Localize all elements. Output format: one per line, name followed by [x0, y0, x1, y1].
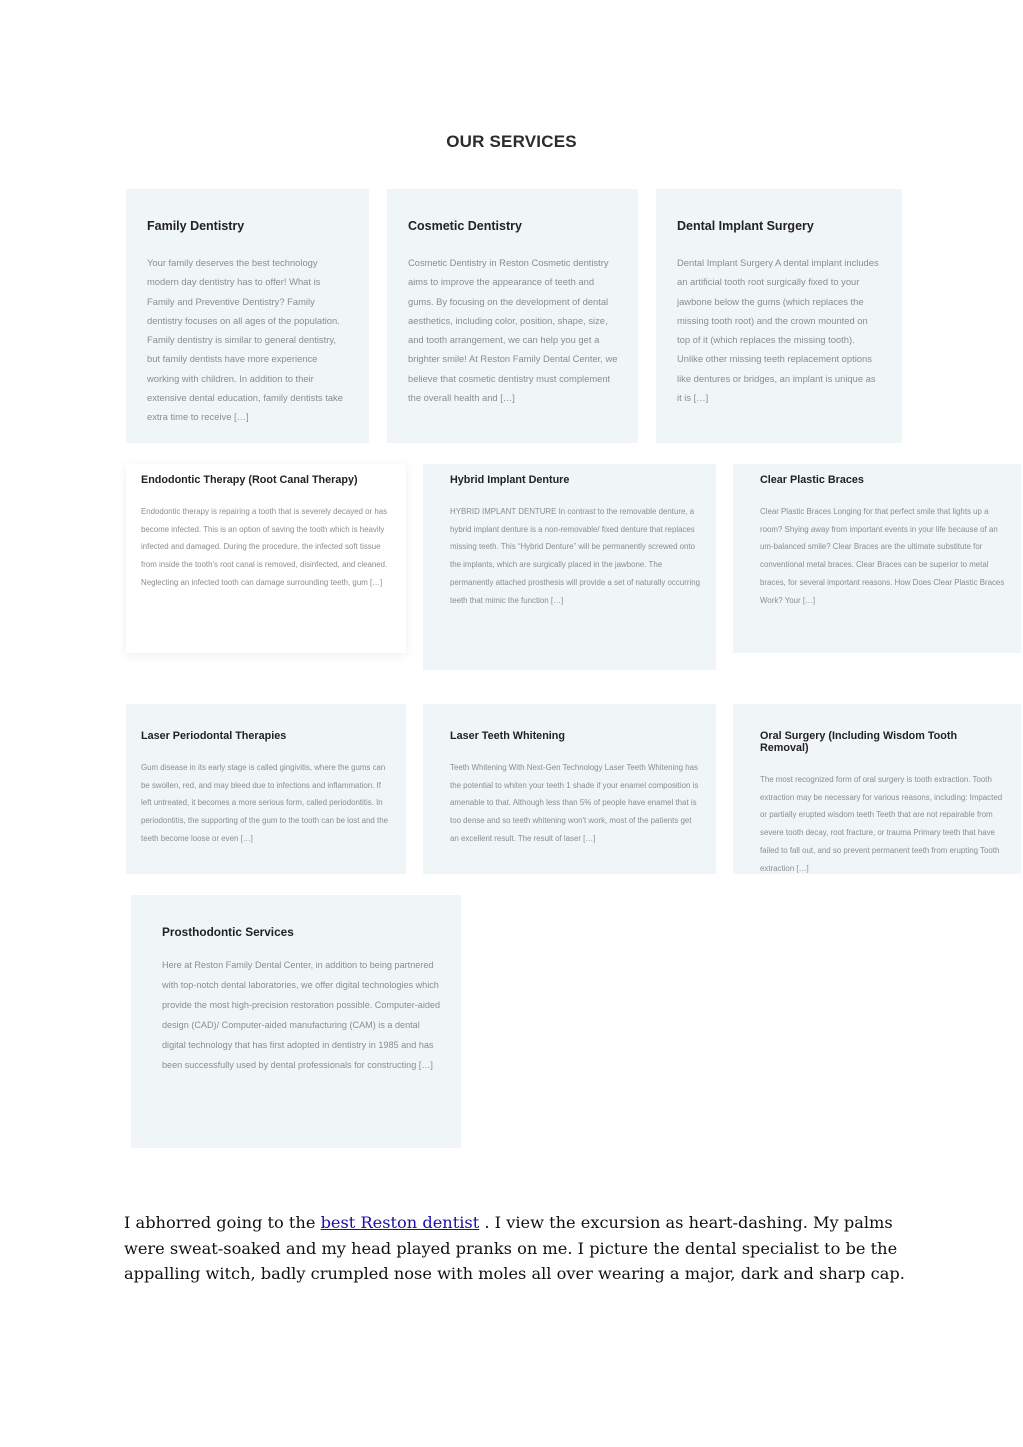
- service-card-oral-surgery[interactable]: [733, 704, 1021, 874]
- service-title: Dental Implant Surgery: [677, 219, 814, 233]
- best-reston-dentist-link[interactable]: best Reston dentist: [320, 1213, 480, 1232]
- service-description: Endodontic therapy is repairing a tooth that is severely decayed or has become infected. This is an option of saving the tooth which is heavily infected and damaged. During the procedure, the infected soft tissue from inside the tooth's root canal is removed, disinfected, and cleaned. Neglecting an infected tooth can damage surrounding teeth, gum […]: [141, 507, 388, 587]
- service-card-prosthodontic-services[interactable]: [131, 895, 461, 1148]
- service-description: Here at Reston Family Dental Center, in addition to being partnered with top-notch dental laboratories, we offer digital technologies which provide the most high-precision restoration possible. Computer-aided design (CAD)/ Computer-aided manufacturing (CAM) is a dental digital technology that has first adopted in dentistry in 1985 and has been successfully used by dental professionals for constructing […]: [162, 960, 441, 1070]
- service-description: Teeth Whitening With Next-Gen Technology Laser Teeth Whitening has the potential to whiten your teeth 1 shade if your enamel composition is amenable to that. Although less than 5% of people have enamel that is too dense and so teeth whitening won't work, most of the patients get an excellent result. The result of laser […]: [450, 763, 699, 843]
- service-title: Cosmetic Dentistry: [408, 219, 522, 233]
- service-card-dental-implant-surgery[interactable]: [656, 189, 902, 443]
- service-description: Your family deserves the best technology modern day dentistry has to offer! What is Family and Preventive Dentistry? Family dentistry focuses on all ages of the population. Family dentistry is similar to general dentistry, but family dentists have more experience working with children. In addition to their extensive dental education, family dentists take extra time to receive […]: [147, 257, 343, 423]
- service-title: Prosthodontic Services: [162, 925, 294, 939]
- service-title: Laser Teeth Whitening: [450, 730, 565, 742]
- service-card-cosmetic-dentistry[interactable]: [387, 189, 638, 443]
- service-card-laser-teeth-whitening[interactable]: [423, 704, 716, 874]
- service-title: Endodontic Therapy (Root Canal Therapy): [141, 474, 358, 486]
- paragraph-text-before: I abhorred going to the: [124, 1213, 321, 1232]
- body-paragraph: [124, 1210, 914, 1287]
- service-title: Clear Plastic Braces: [760, 474, 864, 486]
- paragraph-text-after: . I view the excursion as heart-dashing. My palms were sweat-soaked and my head played pranks on me. I picture the dental specialist to be the appalling witch, badly crumpled nose with moles all over wearing a major, dark and sharp cap.: [124, 1213, 905, 1284]
- service-description: Clear Plastic Braces Longing for that perfect smile that lights up a room? Shying away from important events in your life because of an um-balanced smile? Clear Braces are the ultimate substitute for conventional metal braces. Clear Braces can be superior to metal braces, for several important reasons. How Does Clear Plastic Braces Work? Your […]: [760, 507, 1005, 605]
- service-card-endodontic-therapy[interactable]: [126, 464, 406, 653]
- service-title: Oral Surgery (Including Wisdom Tooth Removal): [760, 730, 958, 754]
- service-title: Hybrid Implant Denture: [450, 474, 570, 486]
- service-card-laser-periodontal-therapies[interactable]: [126, 704, 406, 874]
- service-description: The most recognized form of oral surgery is tooth extraction. Tooth extraction may be necessary for various reasons, including: Impacted or partially erupted wisdom teeth Teeth that are not repairable from severe tooth decay, root fracture, or trauma Primary teeth that have failed to fall out, and so prevent permanent teeth from erupting Tooth extraction […]: [760, 775, 1003, 873]
- section-title: OUR SERVICES: [446, 132, 577, 151]
- service-title: Family Dentistry: [147, 219, 245, 233]
- service-description: HYBRID IMPLANT DENTURE In contrast to the removable denture, a hybrid implant denture is a non-removable/ fixed denture that replaces missing teeth. This “Hybrid Denture” will be permanently screwed onto the implants, which are surgically placed in the jawbone. The permanently attached prosthesis will provide a set of naturally occurring teeth that mimic the function […]: [450, 507, 700, 605]
- service-description: Gum disease in its early stage is called gingivitis, where the gums can be swollen, red, and may bleed due to infections and inflammation. If left untreated, it becomes a more serious form, called periodontitis. In periodontitis, the supporting of the gum to the tooth can be lost and the teeth become loose or even […]: [141, 763, 388, 843]
- service-card-hybrid-implant-denture[interactable]: [423, 464, 716, 670]
- service-title: Laser Periodontal Therapies: [141, 730, 287, 742]
- service-card-clear-plastic-braces[interactable]: [733, 464, 1021, 653]
- service-description: Dental Implant Surgery A dental implant includes an artificial tooth root surgically fixed to your jawbone below the gums (which replaces the missing tooth root) and the crown mounted on top of it (which replaces the missing tooth). Unlike other missing teeth replacement options like dentures or bridges, an implant is unique as it is […]: [677, 257, 879, 404]
- service-card-family-dentistry[interactable]: [126, 189, 369, 443]
- service-description: Cosmetic Dentistry in Reston Cosmetic dentistry aims to improve the appearance of teeth and gums. By focusing on the development of dental aesthetics, including color, position, shape, size, and tooth arrangement, we can help you get a brighter smile! At Reston Family Dental Center, we believe that cosmetic dentistry must complement the overall health and […]: [408, 257, 618, 404]
